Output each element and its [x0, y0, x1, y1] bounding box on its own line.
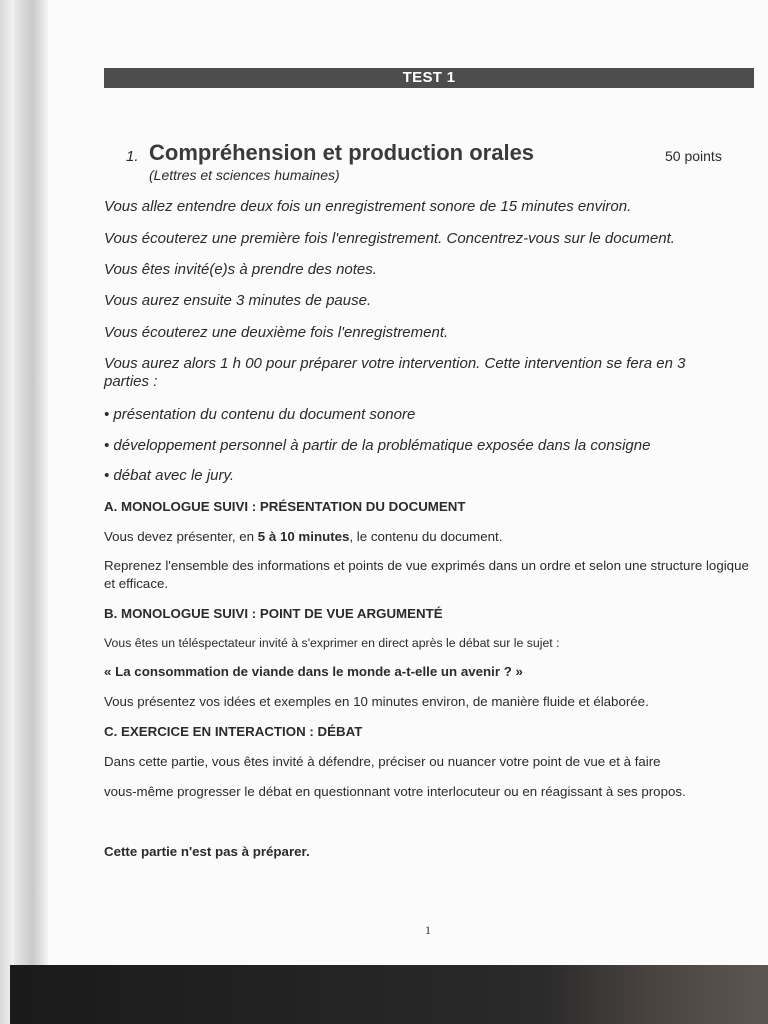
scan-bottom-edge [10, 965, 768, 1024]
part-a-text: Vous devez présenter, en 5 à 10 minutes, le contenu du document. [104, 529, 503, 544]
binding-shadow [14, 0, 48, 1024]
part-b-text: Vous présentez vos idées et exemples en 10 minutes environ, de manière fluide et élaborée. [104, 694, 649, 709]
part-b-text: Vous êtes un téléspectateur invité à s'exprimer en direct après le débat sur le sujet : [104, 636, 560, 650]
binding-edge [0, 0, 14, 1024]
part-c-note: Cette partie n'est pas à préparer. [104, 844, 310, 859]
instruction-line: Vous aurez ensuite 3 minutes de pause. [104, 292, 372, 309]
section-number: 1. [126, 148, 139, 165]
instruction-line: Vous aurez alors 1 h 00 pour préparer votre intervention. Cette intervention se fera en 3 parties : [104, 355, 686, 390]
page-number: 1 [425, 923, 431, 937]
section-subtitle: (Lettres et sciences humaines) [149, 167, 340, 183]
instruction-line: Vous êtes invité(e)s à prendre des notes. [104, 261, 377, 278]
part-b-heading: B. MONOLOGUE SUIVI : POINT DE VUE ARGUMENTÉ [104, 606, 443, 621]
part-a-heading: A. MONOLOGUE SUIVI : PRÉSENTATION DU DOCUMENT [104, 499, 466, 514]
part-c-text: vous-même progresser le débat en questionnant votre interlocuteur ou en réagissant à ses propos. [104, 784, 686, 799]
section-points: 50 points [665, 148, 722, 164]
part-c-text: Dans cette partie, vous êtes invité à défendre, préciser ou nuancer votre point de vue et à faire [104, 754, 661, 769]
part-b-question: « La consommation de viande dans le monde a-t-elle un avenir ? » [104, 664, 523, 679]
instruction-line: Vous écouterez une première fois l'enregistrement. Concentrez-vous sur le document. [104, 230, 675, 247]
instruction-line: Vous allez entendre deux fois un enregistrement sonore de 15 minutes environ. [104, 198, 632, 215]
test-banner: TEST 1 [104, 68, 754, 88]
bullet-item: • développement personnel à partir de la problématique exposée dans la consigne [104, 437, 651, 454]
part-c-heading: C. EXERCICE EN INTERACTION : DÉBAT [104, 724, 363, 739]
section-title: Compréhension et production orales [149, 140, 535, 165]
bullet-item: • débat avec le jury. [104, 467, 235, 484]
instruction-line: Vous écouterez une deuxième fois l'enregistrement. [104, 324, 449, 341]
bullet-item: • présentation du contenu du document sonore [104, 406, 416, 423]
part-a-text: Reprenez l'ensemble des informations et points de vue exprimés dans un ordre et selon une structure logique et efficace. [104, 558, 749, 591]
